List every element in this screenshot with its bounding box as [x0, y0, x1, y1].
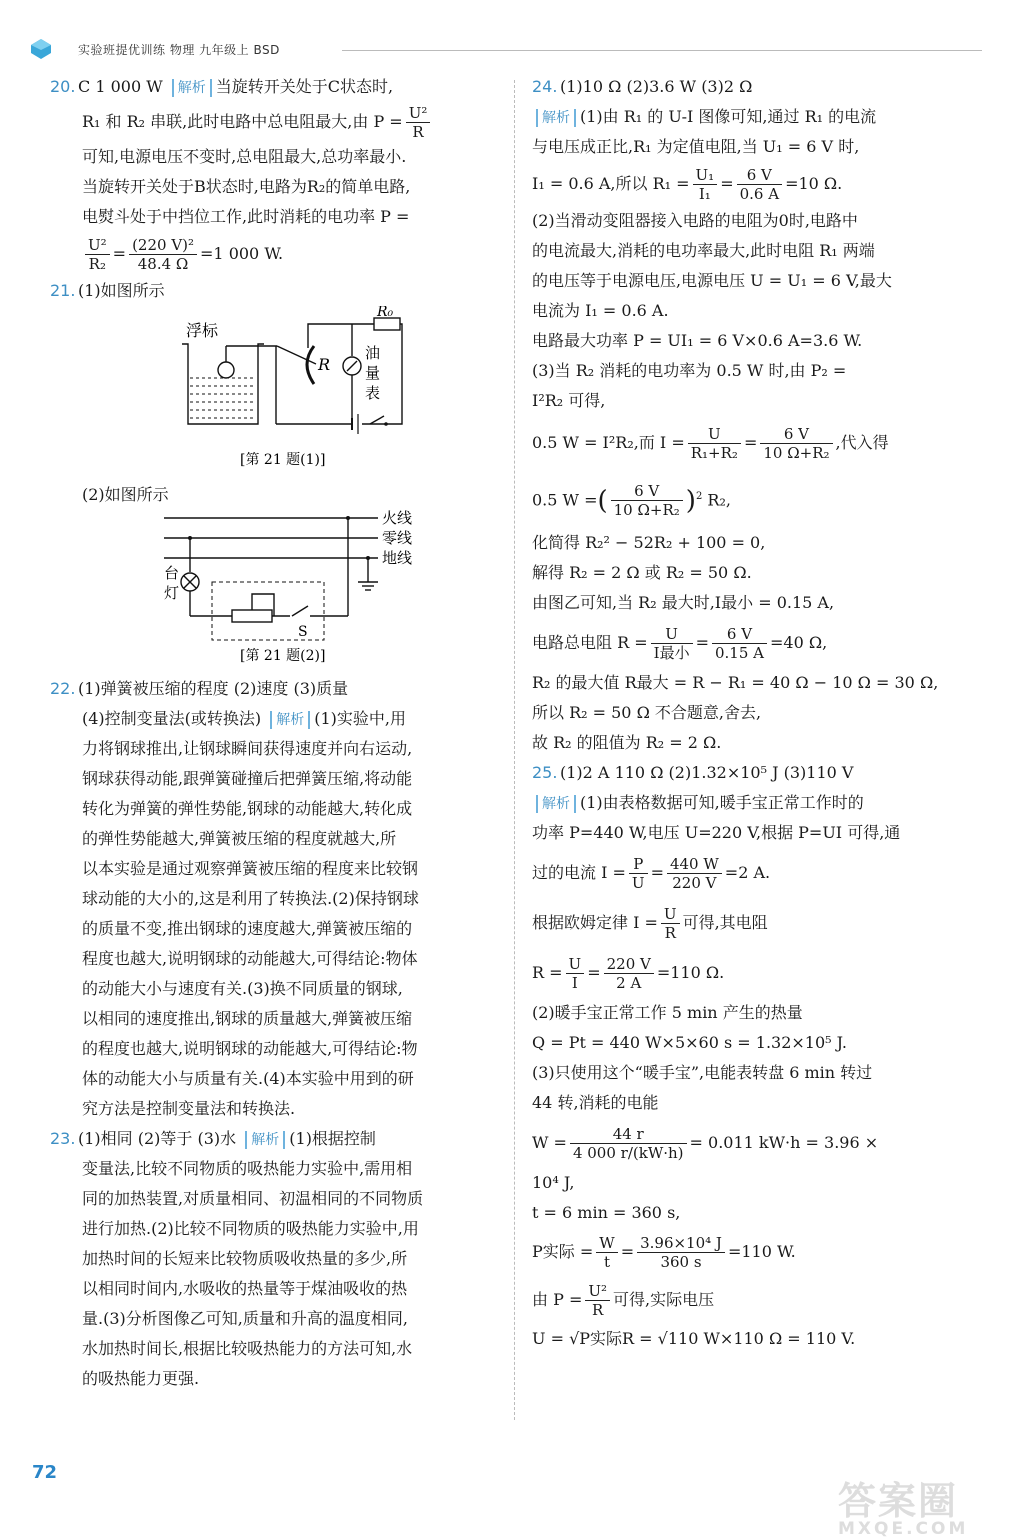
text-line: 的质量不变,推出钢球的速度越大,弹簧被压缩的: [82, 919, 413, 938]
live-wire-label: 火线: [382, 510, 413, 527]
fraction: $\frac{U}{\text{I最小}}$: [651, 625, 693, 662]
text-line: 的弹性势能越大,弹簧被压缩的程度就越大,所: [82, 829, 397, 848]
question-number: 25.: [532, 762, 558, 782]
analysis-tag: 解析: [172, 79, 212, 97]
text-line: (1)实验中,用: [314, 709, 407, 728]
figure-caption: [第 21 题(2)]: [240, 648, 326, 664]
question-20: 20. C 1 000 W 解析 当旋转开关处于C状态时, R₁ 和 R₂ 串联,此时电路中总电阻最大,由 P = $\frac{\text{U²}}{R}$ 可知,电源电压不变时,总电阻最大,总功率最小. 当旋转开关处于B状态时,电路为R₂的简单电路, 电熨斗处于中挡位工作,此时消耗的电功率 P = $\frac{\text{U²}}{\text{R₂}}$ = $\frac{\text{(220 V)²}}{48.4 \Omega}$ =1 000 W.: [52, 72, 504, 276]
text-line: Q = Pt = 440 W×5×60 s = 1.32×10⁵ J.: [532, 1032, 847, 1052]
fraction: $\frac{W}{t}$: [596, 1234, 617, 1271]
text-line: 转化为弹簧的弹性势能,钢球的动能越大,转化成: [82, 799, 413, 818]
text-line: (2)如图所示: [82, 485, 169, 504]
fraction: $\frac{44 r}{4 000 r/(kW\cdot h)}$: [570, 1125, 687, 1162]
question-24: 24. (1)10 Ω (2)3.6 W (3)2 Ω 解析 (1)由 R₁ 的 U-I 图像可知,通过 R₁ 的电流 与电压成正比,R₁ 为定值电阻,当 U₁ = 6 V 时, I₁ = 0.6 A,所以 R₁ = $\frac{\text{U₁}}{\text{I₁}}$ = $\frac{6 V}{0.6 A}$ =10 Ω. (2)当滑动变阻器接入电路的电阻为0时,电路中 的电流最大,消耗的电功率最大,此时电阻 R₁ 两端 的电压等于电源电压,电源电压 U = U₁ = 6 V,最大 电流为 I₁ = 0.6 A. 电路最大功率 P = UI₁ = 6 V×0.6 A=3.6 W. (3)当 R₂ 消耗的电功率为 0.5 W 时,由 P₂ = I²R₂ 可得, 0.5 W = I²R₂,而 I = $\frac{U}{\text{R₁+R₂}}$ = $\frac{6 V}{\text{10 Ω+R₂}}$ ,代入得 0.5 W =( $\frac{6 V}{\text{10 Ω+R₂}}$ )$^2$ R₂, 化简得 R₂² − 52R₂ + 100 = 0, 解得 R₂ = 2 Ω 或 R₂ = 50 Ω. 由图乙可知,当 R₂ 最大时,I最小 = 0.15 A, 电路总电阻 R = $\frac{U}{\text{I最小}}$ = $\frac{6 V}{0.15 A}$ =40 Ω, R₂ 的最大值 R最大 = R − R₁ = 40 Ω − 10 Ω = 30 Ω, 所以 R₂ = 50 Ω 不合题意,舍去, 故 R₂ 的阻值为 R₂ = 2 Ω.: [532, 72, 980, 758]
text-line: 的动能大小与速度有关.(3)换不同质量的钢球,: [82, 979, 403, 998]
analysis-tag: 解析: [270, 711, 310, 729]
column-divider: [514, 80, 515, 1420]
household-wiring-diagram: [52, 510, 504, 674]
text-line: 电路最大功率 P = UI₁ = 6 V×0.6 A=3.6 W.: [532, 331, 863, 350]
text-line: 变量法,比较不同物质的吸热能力实验中,需用相: [82, 1159, 413, 1178]
left-column: [52, 72, 504, 1394]
question-number: 23.: [50, 1129, 76, 1148]
text-line: =1 000 W.: [200, 244, 284, 263]
text-line: 进行加热.(2)比较不同物质的吸热能力实验中,用: [82, 1219, 419, 1238]
meter-label-3: 表: [365, 384, 381, 402]
question-25: 25. (1)2 A 110 Ω (2)1.32×10⁵ J (3)110 V 解析 (1)由表格数据可知,暖手宝正常工作时的 功率 P=440 W,电压 U=220 V,根据 P=UI 可得,通 过的电流 I = $\frac{P}{U}$ = $\frac{440 W}{220 V}$ =2 A. 根据欧姆定律 I = $\frac{U}{R}$ 可得,其电阻 R = $\frac{U}{I}$ = $\frac{220 V}{2 A}$ =110 Ω. (2)暖手宝正常工作 5 min 产生的热量 Q = Pt = 440 W×5×60 s = 1.32×10⁵ J. (3)只使用这个“暖手宝”,电能表转盘 6 min 转过 44 转,消耗的电能 W = $\frac{44 r}{4 000 r/(kW\cdot h)}$ = 0.011 kW·h = 3.96 × 10⁴ J, t = 6 min = 360 s, P实际 = $\frac{W}{t}$ = $\frac{\text{3.96×10⁴ J}}{360 s}$ =110 W. 由 P = $\frac{\text{U²}}{R}$ 可得,实际电压 U = √P实际R = √110 W×110 Ω = 110 V.: [532, 758, 980, 1354]
lamp-label-2: 灯: [164, 584, 180, 602]
text-line: 当旋转开关处于B状态时,电路为R₂的简单电路,: [82, 177, 411, 196]
ground-wire-label: 地线: [382, 549, 413, 567]
text-line: 化简得 R₂² − 52R₂ + 100 = 0,: [532, 532, 766, 552]
question-23: [52, 1124, 504, 1394]
fraction: $\frac{6 V}{\text{10 Ω+R₂}}$: [760, 425, 832, 462]
text-line: 程度也越大,说明钢球的动能越大,可得结论:物体: [82, 949, 418, 968]
text-line: 究方法是控制变量法和转换法.: [82, 1099, 296, 1118]
text-line: 量.(3)分析图像乙可知,质量和升高的温度相同,: [82, 1309, 408, 1328]
fraction: $\frac{\text{3.96×10⁴ J}}{360 s}$: [637, 1234, 725, 1271]
text-line: I²R₂ 可得,: [532, 391, 606, 410]
watermark: [838, 1470, 968, 1539]
answer: (1)弹簧被压缩的程度 (2)速度 (3)质量: [78, 679, 349, 698]
question-22: [52, 674, 504, 1124]
text-line: R₁ 和 R₂ 串联,此时电路中总电阻最大,由 P =: [82, 112, 403, 131]
fraction: $\frac{\text{(220 V)²}}{48.4 \Omega}$: [129, 236, 197, 273]
question-21: [52, 276, 504, 674]
text-line: (1)如图所示: [78, 281, 165, 300]
fraction: $\frac{220 V}{2 A}$: [604, 955, 654, 992]
text-line: 体的动能大小与质量有关.(4)本实验中用到的研: [82, 1069, 414, 1088]
text-line: 由图乙可知,当 R₂ 最大时,I最小 = 0.15 A,: [532, 592, 835, 612]
text-line: (3)只使用这个“暖手宝”,电能表转盘 6 min 转过: [532, 1062, 873, 1082]
page-number: 72: [32, 1462, 58, 1483]
fraction: $\frac{\text{U₁}}{\text{I₁}}$: [693, 166, 718, 203]
text-line: 力将钢球推出,让钢球瞬间获得速度并向右运动,: [82, 739, 413, 758]
figure-caption: [第 21 题(1)]: [240, 452, 326, 468]
text-line: 10⁴ J,: [532, 1172, 575, 1192]
fraction: $\frac{P}{U}$: [629, 855, 648, 892]
fuel-gauge-circuit-diagram: [52, 306, 504, 480]
fraction: $\frac{U}{\text{R₁+R₂}}$: [688, 425, 741, 462]
page-header: [30, 38, 982, 62]
text-line: 当旋转开关处于C状态时,: [215, 77, 394, 96]
book-logo-icon: [30, 38, 52, 60]
text-line: 加热时间的长短来比较物质吸收热量的多少,所: [82, 1249, 408, 1268]
text-line: 电熨斗处于中挡位工作,此时消耗的电功率 P =: [82, 207, 410, 226]
fraction: $\frac{440 W}{220 V}$: [667, 855, 722, 892]
fraction: $\frac{U}{I}$: [566, 955, 585, 992]
analysis-text: [52, 1154, 504, 1394]
answer: (1)2 A 110 Ω (2)1.32×10⁵ J (3)110 V: [560, 762, 854, 782]
circuit-figure-1: [52, 306, 504, 480]
question-number: 22.: [50, 679, 76, 698]
fraction: $\frac{\text{U²}}{R}$: [406, 104, 431, 141]
text-line: 以相同的速度推出,钢球的质量越大,弹簧被压缩: [82, 1009, 413, 1028]
text-line: 同的加热装置,对质量相同、初温相同的不同物质: [82, 1189, 424, 1208]
float-label: 浮标: [186, 321, 219, 340]
text-line: 可知,电源电压不变时,总电阻最大,总功率最小.: [82, 147, 407, 166]
text-line: t = 6 min = 360 s,: [532, 1202, 681, 1222]
analysis-tag: 解析: [536, 795, 576, 813]
fraction: $\frac{6 V}{0.15 A}$: [712, 625, 767, 662]
text-line: (2)当滑动变阻器接入电路的电阻为0时,电路中: [532, 211, 858, 230]
text-line: 电流为 I₁ = 0.6 A.: [532, 301, 669, 320]
text-line: (1)由表格数据可知,暖手宝正常工作时的: [580, 792, 864, 812]
right-column: [532, 72, 980, 1354]
header-rule: [342, 50, 982, 51]
circuit-figure-2: [52, 510, 504, 674]
text-line: 的电压等于电源电压,电源电压 U = U₁ = 6 V,最大: [532, 271, 892, 290]
text-line: 44 转,消耗的电能: [532, 1092, 659, 1112]
text-line: 水加热时间长,根据比较吸热能力的方法可知,水: [82, 1339, 413, 1358]
question-number: 20.: [50, 77, 76, 96]
text-line: 以相同时间内,水吸收的热量等于煤油吸收的热: [82, 1279, 408, 1298]
meter-label-2: 量: [365, 364, 381, 382]
text-line: 与电压成正比,R₁ 为定值电阻,当 U₁ = 6 V 时,: [532, 137, 860, 156]
fraction: $\frac{6 V}{\text{10 Ω+R₂}}$: [611, 482, 683, 519]
answer: C 1 000 W: [78, 77, 163, 96]
resistor-r0-label: R₀: [377, 306, 394, 320]
fraction: $\frac{\text{U²}}{\text{R₂}}$: [85, 236, 110, 273]
text-line: (1)由 R₁ 的 U-I 图像可知,通过 R₁ 的电流: [580, 107, 877, 126]
answer: (1)相同 (2)等于 (3)水: [78, 1129, 237, 1148]
text-line: 球动能的大小的,这是利用了转换法.(2)保持钢球: [82, 889, 419, 908]
answer: (1)10 Ω (2)3.6 W (3)2 Ω: [560, 77, 753, 96]
lamp-label-1: 台: [164, 564, 180, 582]
neutral-wire-label: 零线: [382, 529, 413, 547]
header-title: 实验班提优训练 物理 九年级上 BSD: [78, 43, 280, 57]
text-line: 以本实验是通过观察弹簧被压缩的程度来比较钢: [82, 859, 419, 878]
text-line: 的电流最大,消耗的电功率最大,此时电阻 R₁ 两端: [532, 241, 875, 260]
text-line: 解得 R₂ = 2 Ω 或 R₂ = 50 Ω.: [532, 562, 752, 582]
switch-label: S: [298, 624, 308, 640]
text-line: I₁ = 0.6 A,所以 R₁ =: [532, 174, 690, 193]
question-number: 21.: [50, 281, 76, 300]
resistor-r-label: R: [318, 355, 331, 374]
text-line: 所以 R₂ = 50 Ω 不合题意,舍去,: [532, 702, 762, 722]
text-line: 的吸热能力更强.: [82, 1369, 200, 1388]
meter-label-1: 油: [365, 344, 381, 362]
text-line: (1)根据控制: [289, 1129, 376, 1148]
question-number: 24.: [532, 77, 558, 96]
text-line: 的程度也越大,说明钢球的动能越大,可得结论:物: [82, 1039, 418, 1058]
fraction: $\frac{6 V}{0.6 A}$: [737, 166, 782, 203]
watermark-main: 答案圈: [838, 1479, 959, 1523]
fraction: $\frac{\text{U²}}{R}$: [585, 1282, 610, 1319]
text-line: 故 R₂ 的阻值为 R₂ = 2 Ω.: [532, 732, 722, 752]
text-line: (4)控制变量法(或转换法): [82, 709, 262, 728]
text-line: U = √P实际R = √110 W×110 Ω = 110 V.: [532, 1328, 856, 1348]
text-line: 功率 P=440 W,电压 U=220 V,根据 P=UI 可得,通: [532, 822, 901, 842]
text-line: R₂ 的最大值 R最大 = R − R₁ = 40 Ω − 10 Ω = 30 Ω,: [532, 672, 939, 692]
text-line: (3)当 R₂ 消耗的电功率为 0.5 W 时,由 P₂ =: [532, 361, 847, 380]
analysis-tag: 解析: [536, 109, 576, 127]
text-line: 钢球获得动能,跟弹簧碰撞后把弹簧压缩,将动能: [82, 769, 413, 788]
analysis-text: [52, 734, 504, 1124]
analysis-tag: 解析: [245, 1131, 285, 1149]
watermark-sub: MXQE.COM: [838, 1519, 969, 1539]
text-line: (2)暖手宝正常工作 5 min 产生的热量: [532, 1002, 803, 1022]
fraction: $\frac{U}{R}$: [661, 905, 680, 942]
